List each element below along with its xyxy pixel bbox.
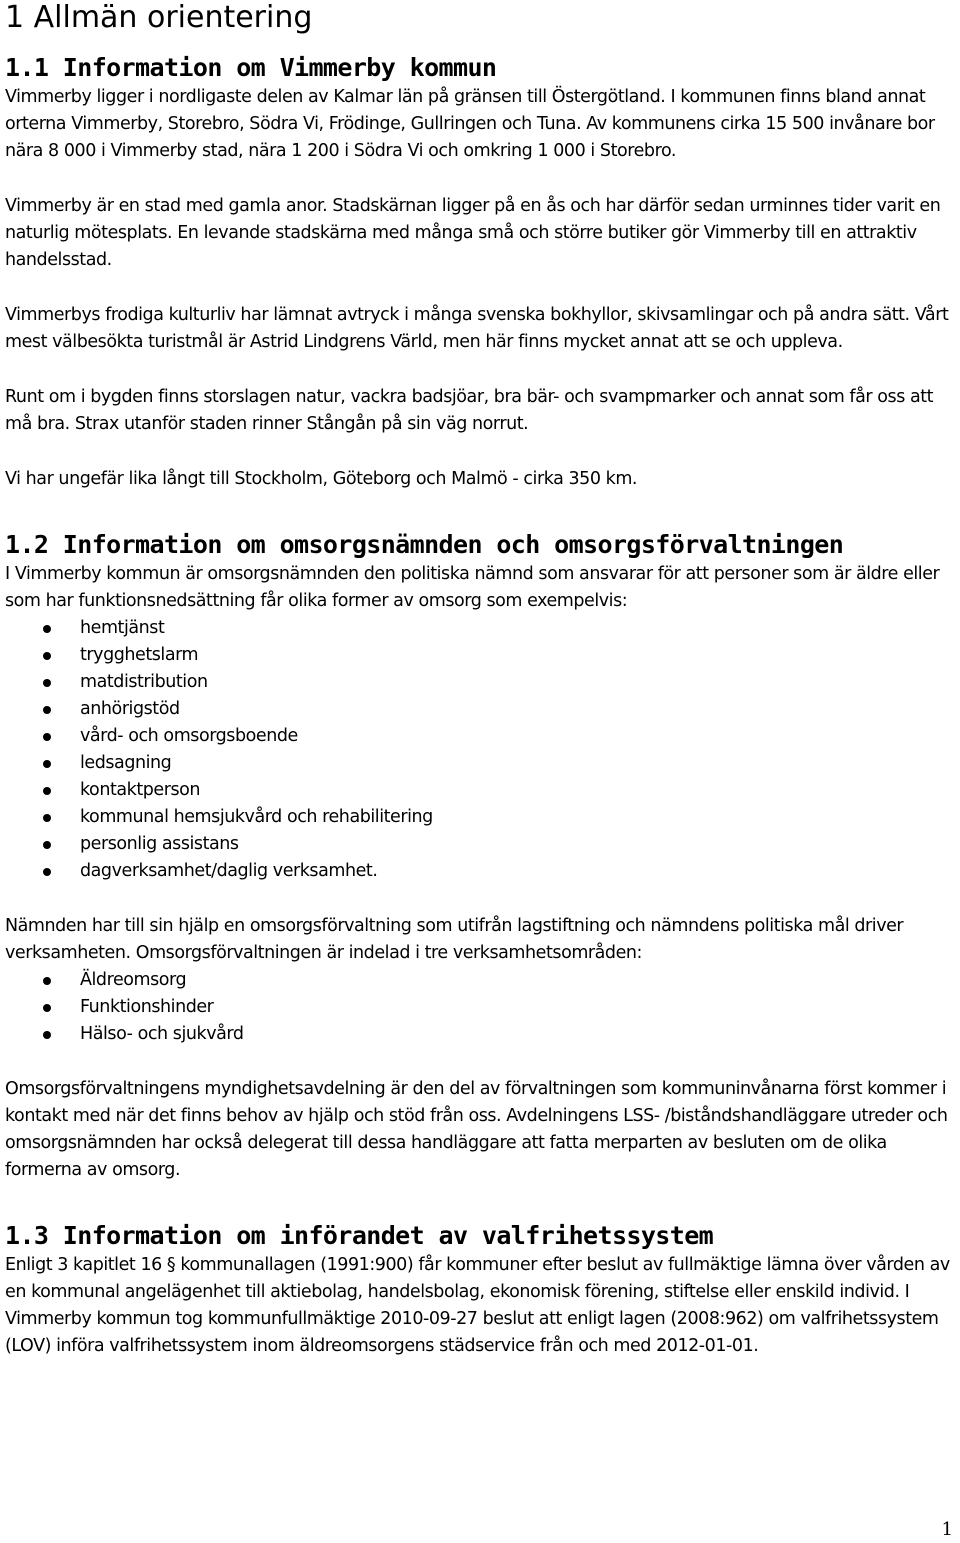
list-item: ledsagning bbox=[5, 750, 955, 777]
bullet-icon bbox=[43, 679, 51, 687]
list-item: Funktionshinder bbox=[5, 994, 955, 1021]
list-item: personlig assistans bbox=[5, 831, 955, 858]
paragraph-culture: Vimmerbys frodiga kulturliv har lämnat avtryck i många svenska bokhyllor, skivsamlingar och på andra sätt. Vårt mest välbesökta turistmål är Astrid Lindgrens Värld, men här finns mycket annat att se och uppleva. bbox=[5, 305, 949, 352]
bullet-icon bbox=[43, 787, 51, 795]
list-item: Äldreomsorg bbox=[5, 967, 955, 994]
list-item: kommunal hemsjukvård och rehabilitering bbox=[5, 804, 955, 831]
list-item: hemtjänst bbox=[5, 615, 955, 642]
care-forms-list bbox=[5, 615, 955, 885]
paragraph-location: Vimmerby ligger i nordligaste delen av Kalmar län på gränsen till Östergötland. I kommunen finns bland annat orterna Vimmerby, Storebro, Södra Vi, Frödinge, Gullringen och Tuna. Av kommunens cirka 15 500 invånare bor nära 8 000 i Vimmerby stad, nära 1 200 i Södra Vi och omkring 1 000 i Storebro. bbox=[5, 87, 935, 161]
paragraph-authority: Omsorgsförvaltningens myndighetsavdelning är den del av förvaltningen som kommuninvånarna först kommer i kontakt med när det finns behov av hjälp och stöd från oss. Avdelningens LSS- /biståndshandläggare utreder och omsorgsnämnden har också delegerat till dessa handläggare att fatta merparten av besluten om de olika formerna av omsorg. bbox=[5, 1079, 948, 1180]
list-item: anhörigstöd bbox=[5, 696, 955, 723]
document-title: 1 Allmän orientering bbox=[5, 0, 313, 35]
bullet-icon bbox=[43, 977, 51, 985]
bullet-icon bbox=[43, 760, 51, 768]
paragraph-nature: Runt om i bygden finns storslagen natur, vackra badsjöar, bra bär- och svampmarker och annat som får oss att må bra. Strax utanför staden rinner Stångån på sin väg norrut. bbox=[5, 387, 934, 434]
bullet-icon bbox=[43, 625, 51, 633]
page-number: 1 bbox=[941, 1519, 953, 1540]
list-item: kontaktperson bbox=[5, 777, 955, 804]
bullet-icon bbox=[43, 652, 51, 660]
list-item: dagverksamhet/daglig verksamhet. bbox=[5, 858, 955, 885]
bullet-icon bbox=[43, 706, 51, 714]
areas-list bbox=[5, 967, 955, 1048]
bullet-icon bbox=[43, 1004, 51, 1012]
list-item: Hälso- och sjukvård bbox=[5, 1021, 955, 1048]
bullet-icon bbox=[43, 868, 51, 876]
bullet-icon bbox=[43, 733, 51, 741]
paragraph-town-history: Vimmerby är en stad med gamla anor. Stadskärnan ligger på en ås och har därför sedan urminnes tider varit en naturlig mötesplats. En levande stadskärna med många små och större butiker gör Vimmerby till en attraktiv handelsstad. bbox=[5, 196, 941, 270]
list-item: vård- och omsorgsboende bbox=[5, 723, 955, 750]
bullet-icon bbox=[43, 1031, 51, 1039]
bullet-icon bbox=[43, 841, 51, 849]
list-item: matdistribution bbox=[5, 669, 955, 696]
list-item: trygghetslarm bbox=[5, 642, 955, 669]
paragraph-administration: Nämnden har till sin hjälp en omsorgsförvaltning som utifrån lagstiftning och nämndens politiska mål driver verksamheten. Omsorgsförvaltningen är indelad i tre verksamhetsområden: bbox=[5, 916, 904, 963]
bullet-icon bbox=[43, 814, 51, 822]
section-1-3-heading: 1.3 Information om införandet av valfrihetssystem bbox=[5, 1221, 714, 1250]
section-1-1-heading: 1.1 Information om Vimmerby kommun bbox=[5, 53, 497, 82]
page-content bbox=[5, 0, 955, 1360]
paragraph-care-intro: I Vimmerby kommun är omsorgsnämnden den politiska nämnd som ansvarar för att personer som är äldre eller som har funktionsnedsättning får olika former av omsorg som exempelvis: bbox=[5, 564, 940, 611]
section-1-2-heading: 1.2 Information om omsorgsnämnden och omsorgsförvaltningen bbox=[5, 530, 844, 559]
paragraph-distances: Vi har ungefär lika långt till Stockholm, Göteborg och Malmö - cirka 350 km. bbox=[5, 469, 638, 489]
paragraph-lov: Enligt 3 kapitlet 16 § kommunallagen (1991:900) får kommuner efter beslut av fullmäktige lämna över vården av en kommunal angelägenhet till aktiebolag, handelsbolag, ekonomisk förening, stiftelse eller enskild individ. I Vimmerby kommun tog kommunfullmäktige 2010-09-27 beslut att enligt lagen (2008:962) om valfrihetssystem (LOV) införa valfrihetssystem inom äldreomsorgens städservice från och med 2012-01-01. bbox=[5, 1255, 950, 1356]
